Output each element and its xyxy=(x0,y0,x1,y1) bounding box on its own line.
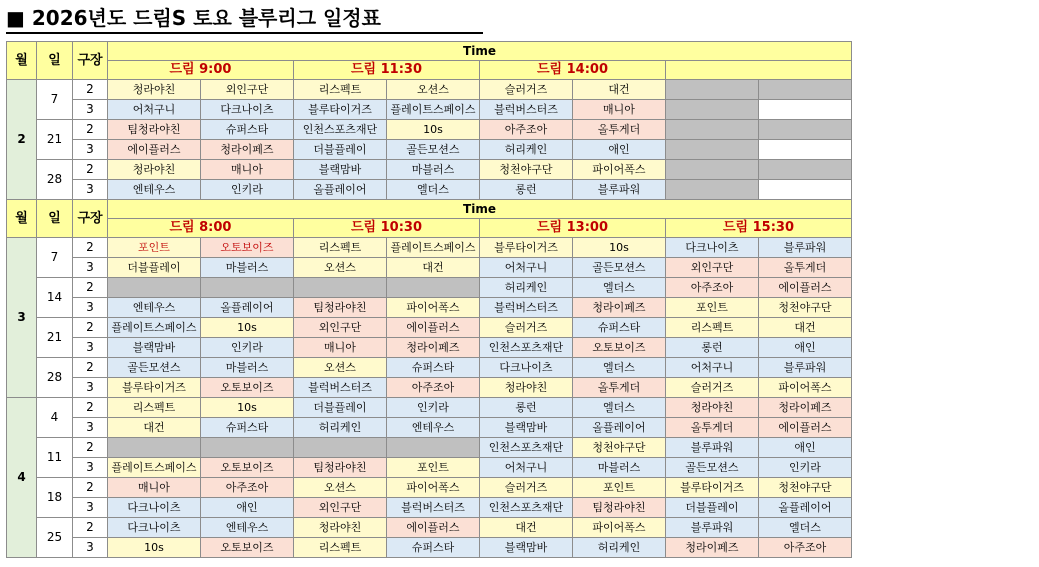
field-cell: 2 xyxy=(73,80,108,100)
team-cell: 외인구단 xyxy=(201,80,294,100)
team-cell: 블랙맘바 xyxy=(480,418,573,438)
team-cell: 슈퍼스타 xyxy=(387,538,480,558)
field-cell: 2 xyxy=(73,438,108,458)
team-cell: 에이플러스 xyxy=(387,518,480,538)
table-row xyxy=(7,338,852,358)
team-cell: 롱런 xyxy=(666,338,759,358)
team-cell: 엔테우스 xyxy=(201,518,294,538)
team-cell: 인키라 xyxy=(387,398,480,418)
team-cell: 오션스 xyxy=(294,258,387,278)
team-cell: 엔테우스 xyxy=(108,298,201,318)
empty-cell xyxy=(294,438,387,458)
month-cell: 2 xyxy=(7,80,37,200)
field-cell: 3 xyxy=(73,100,108,120)
team-cell: 청라이페즈 xyxy=(573,298,666,318)
team-cell: 청천야구단 xyxy=(759,298,852,318)
field-cell: 2 xyxy=(73,358,108,378)
team-cell: 마블러스 xyxy=(201,358,294,378)
field-cell: 3 xyxy=(73,418,108,438)
empty-cell xyxy=(759,80,852,100)
empty-cell xyxy=(759,180,852,200)
team-cell: 에이플러스 xyxy=(759,418,852,438)
header-row xyxy=(7,42,852,61)
team-cell: 매니아 xyxy=(201,160,294,180)
day-cell: 28 xyxy=(37,358,73,398)
table-row xyxy=(7,100,852,120)
team-cell: 오토보이즈 xyxy=(573,338,666,358)
team-cell: 마블러스 xyxy=(573,458,666,478)
time-slot-row xyxy=(7,61,852,80)
team-cell: 10s xyxy=(201,398,294,418)
team-cell: 애인 xyxy=(573,140,666,160)
table-row xyxy=(7,180,852,200)
empty-cell xyxy=(759,140,852,160)
team-cell: 마블러스 xyxy=(387,160,480,180)
team-cell: 청라야친 xyxy=(666,398,759,418)
team-cell: 아주조아 xyxy=(666,278,759,298)
team-cell: 포인트 xyxy=(573,478,666,498)
team-cell: 인키라 xyxy=(759,458,852,478)
field-cell: 2 xyxy=(73,318,108,338)
team-cell: 골든모션스 xyxy=(666,458,759,478)
team-cell: 슬러거즈 xyxy=(480,318,573,338)
team-cell: 팀청라야친 xyxy=(294,298,387,318)
team-cell: 블럭버스터즈 xyxy=(387,498,480,518)
month-cell: 4 xyxy=(7,398,37,558)
day-cell: 4 xyxy=(37,398,73,438)
team-cell: 오토보이즈 xyxy=(201,378,294,398)
team-cell: 엘더스 xyxy=(573,278,666,298)
team-cell: 오토보이즈 xyxy=(201,538,294,558)
team-cell: 허리케인 xyxy=(480,140,573,160)
time-slot-row xyxy=(7,219,852,238)
title-underline xyxy=(6,32,483,34)
team-cell: 매니아 xyxy=(294,338,387,358)
table-row xyxy=(7,238,852,258)
team-cell: 어처구니 xyxy=(480,458,573,478)
day-cell: 21 xyxy=(37,120,73,160)
empty-cell xyxy=(666,80,759,100)
time-header: Time xyxy=(108,200,852,219)
team-cell: 포인트 xyxy=(108,238,201,258)
team-cell: 청천야구단 xyxy=(480,160,573,180)
team-cell: 인천스포츠재단 xyxy=(294,120,387,140)
team-cell: 오션스 xyxy=(294,358,387,378)
time-slot-header: 드림 13:00 xyxy=(480,219,666,238)
team-cell: 아주조아 xyxy=(759,538,852,558)
team-cell: 마블러스 xyxy=(201,258,294,278)
team-cell: 외인구단 xyxy=(666,258,759,278)
field-cell: 2 xyxy=(73,478,108,498)
team-cell: 더블플레이 xyxy=(294,398,387,418)
team-cell: 청천야구단 xyxy=(759,478,852,498)
empty-cell xyxy=(759,100,852,120)
empty-cell xyxy=(387,278,480,298)
team-cell: 포인트 xyxy=(666,298,759,318)
header-row xyxy=(7,200,852,219)
team-cell: 올플레이어 xyxy=(294,180,387,200)
team-cell: 청라야친 xyxy=(294,518,387,538)
time-slot-header: 드림 14:00 xyxy=(480,61,666,80)
field-cell: 3 xyxy=(73,458,108,478)
team-cell: 청라야친 xyxy=(108,160,201,180)
time-slot-header: 드림 8:00 xyxy=(108,219,294,238)
team-cell: 슈퍼스타 xyxy=(201,120,294,140)
team-cell: 더블플레이 xyxy=(666,498,759,518)
time-slot-header: 드림 10:30 xyxy=(294,219,480,238)
team-cell: 블루파워 xyxy=(666,518,759,538)
table-row xyxy=(7,120,852,140)
team-cell: 슬러거즈 xyxy=(666,378,759,398)
table-row xyxy=(7,80,852,100)
field-header: 구장 xyxy=(73,200,108,238)
table-row xyxy=(7,160,852,180)
team-cell: 대건 xyxy=(480,518,573,538)
team-cell: 블루타이거즈 xyxy=(480,238,573,258)
table-row xyxy=(7,398,852,418)
team-cell: 블루파워 xyxy=(759,358,852,378)
team-cell: 골든모션스 xyxy=(108,358,201,378)
team-cell: 애인 xyxy=(759,338,852,358)
team-cell: 다크나이츠 xyxy=(480,358,573,378)
team-cell: 아주조아 xyxy=(201,478,294,498)
team-cell: 블럭버스터즈 xyxy=(480,100,573,120)
empty-cell xyxy=(666,140,759,160)
field-cell: 3 xyxy=(73,298,108,318)
team-cell: 올플레이어 xyxy=(759,498,852,518)
team-cell: 매니아 xyxy=(108,478,201,498)
team-cell: 대건 xyxy=(387,258,480,278)
team-cell: 오션스 xyxy=(294,478,387,498)
team-cell: 어처구니 xyxy=(108,100,201,120)
team-cell: 블럭버스터즈 xyxy=(294,378,387,398)
team-cell: 블루타이거즈 xyxy=(666,478,759,498)
team-cell: 리스펙트 xyxy=(294,238,387,258)
team-cell: 애인 xyxy=(759,438,852,458)
team-cell: 올투게더 xyxy=(666,418,759,438)
team-cell: 에이플러스 xyxy=(759,278,852,298)
team-cell: 허리케인 xyxy=(480,278,573,298)
team-cell: 파이어폭스 xyxy=(387,478,480,498)
team-cell: 엘더스 xyxy=(759,518,852,538)
team-cell: 에이플러스 xyxy=(108,140,201,160)
team-cell: 청라이페즈 xyxy=(666,538,759,558)
team-cell: 대건 xyxy=(573,80,666,100)
team-cell: 블루파워 xyxy=(759,238,852,258)
team-cell: 블루타이거즈 xyxy=(108,378,201,398)
day-cell: 14 xyxy=(37,278,73,318)
team-cell: 블루타이거즈 xyxy=(294,100,387,120)
team-cell: 리스펙트 xyxy=(108,398,201,418)
table-row xyxy=(7,478,852,498)
team-cell: 엘더스 xyxy=(573,358,666,378)
field-cell: 2 xyxy=(73,278,108,298)
team-cell: 오션스 xyxy=(387,80,480,100)
team-cell: 올투게더 xyxy=(573,378,666,398)
table-row xyxy=(7,438,852,458)
team-cell: 청라이페즈 xyxy=(387,338,480,358)
field-cell: 2 xyxy=(73,160,108,180)
month-cell: 3 xyxy=(7,238,37,398)
team-cell: 청천야구단 xyxy=(573,438,666,458)
team-cell: 외인구단 xyxy=(294,498,387,518)
field-header: 구장 xyxy=(73,42,108,80)
team-cell: 청라이페즈 xyxy=(201,140,294,160)
month-header: 월 xyxy=(7,200,37,238)
time-slot-header xyxy=(666,61,852,80)
team-cell: 팀청라야친 xyxy=(294,458,387,478)
team-cell: 대건 xyxy=(759,318,852,338)
day-cell: 21 xyxy=(37,318,73,358)
team-cell: 올투게더 xyxy=(759,258,852,278)
team-cell: 플레이트스페이스 xyxy=(387,238,480,258)
team-cell: 블럭버스터즈 xyxy=(480,298,573,318)
team-cell: 매니아 xyxy=(573,100,666,120)
team-cell: 팀청라야친 xyxy=(108,120,201,140)
team-cell: 엔테우스 xyxy=(108,180,201,200)
table-row xyxy=(7,140,852,160)
empty-cell xyxy=(759,160,852,180)
empty-cell xyxy=(666,160,759,180)
team-cell: 10s xyxy=(108,538,201,558)
team-cell: 리스펙트 xyxy=(294,538,387,558)
team-cell: 오토보이즈 xyxy=(201,238,294,258)
team-cell: 파이어폭스 xyxy=(573,518,666,538)
team-cell: 다크나이츠 xyxy=(201,100,294,120)
empty-cell xyxy=(201,438,294,458)
table-row xyxy=(7,518,852,538)
team-cell: 엘더스 xyxy=(387,180,480,200)
empty-cell xyxy=(387,438,480,458)
team-cell: 인천스포츠재단 xyxy=(480,338,573,358)
day-header: 일 xyxy=(37,200,73,238)
day-cell: 7 xyxy=(37,238,73,278)
time-slot-header: 드림 9:00 xyxy=(108,61,294,80)
team-cell: 롱런 xyxy=(480,398,573,418)
team-cell: 골든모션스 xyxy=(387,140,480,160)
day-cell: 7 xyxy=(37,80,73,120)
team-cell: 10s xyxy=(387,120,480,140)
time-slot-header: 드림 11:30 xyxy=(294,61,480,80)
field-cell: 3 xyxy=(73,498,108,518)
team-cell: 엔테우스 xyxy=(387,418,480,438)
team-cell: 에이플러스 xyxy=(387,318,480,338)
day-cell: 25 xyxy=(37,518,73,558)
team-cell: 블랙맘바 xyxy=(480,538,573,558)
team-cell: 더블플레이 xyxy=(294,140,387,160)
team-cell: 청라이페즈 xyxy=(759,398,852,418)
team-cell: 블랙맘바 xyxy=(108,338,201,358)
table-row xyxy=(7,498,852,518)
team-cell: 슈퍼스타 xyxy=(573,318,666,338)
team-cell: 올플레이어 xyxy=(201,298,294,318)
team-cell: 10s xyxy=(573,238,666,258)
field-cell: 2 xyxy=(73,398,108,418)
team-cell: 대건 xyxy=(108,418,201,438)
team-cell: 슬러거즈 xyxy=(480,478,573,498)
team-cell: 더블플레이 xyxy=(108,258,201,278)
field-cell: 3 xyxy=(73,378,108,398)
team-cell: 블루파워 xyxy=(666,438,759,458)
time-slot-header: 드림 15:30 xyxy=(666,219,852,238)
team-cell: 파이어폭스 xyxy=(759,378,852,398)
team-cell: 리스펙트 xyxy=(666,318,759,338)
team-cell: 엘더스 xyxy=(573,398,666,418)
team-cell: 어처구니 xyxy=(480,258,573,278)
table-row xyxy=(7,418,852,438)
team-cell: 파이어폭스 xyxy=(573,160,666,180)
team-cell: 외인구단 xyxy=(294,318,387,338)
table-row xyxy=(7,378,852,398)
team-cell: 롱런 xyxy=(480,180,573,200)
team-cell: 인키라 xyxy=(201,338,294,358)
month-header: 월 xyxy=(7,42,37,80)
empty-cell xyxy=(108,438,201,458)
team-cell: 인천스포츠재단 xyxy=(480,438,573,458)
team-cell: 플레이트스페이스 xyxy=(387,100,480,120)
team-cell: 청라야친 xyxy=(108,80,201,100)
field-cell: 3 xyxy=(73,258,108,278)
empty-cell xyxy=(108,278,201,298)
time-header: Time xyxy=(108,42,852,61)
day-header: 일 xyxy=(37,42,73,80)
field-cell: 3 xyxy=(73,180,108,200)
team-cell: 아주조아 xyxy=(387,378,480,398)
team-cell: 플레이트스페이스 xyxy=(108,458,201,478)
team-cell: 블루파워 xyxy=(573,180,666,200)
table-row xyxy=(7,318,852,338)
team-cell: 골든모션스 xyxy=(573,258,666,278)
team-cell: 오토보이즈 xyxy=(201,458,294,478)
team-cell: 인키라 xyxy=(201,180,294,200)
team-cell: 10s xyxy=(201,318,294,338)
table-row xyxy=(7,538,852,558)
day-cell: 18 xyxy=(37,478,73,518)
empty-cell xyxy=(294,278,387,298)
team-cell: 파이어폭스 xyxy=(387,298,480,318)
table-row xyxy=(7,258,852,278)
team-cell: 애인 xyxy=(201,498,294,518)
team-cell: 올플레이어 xyxy=(573,418,666,438)
empty-cell xyxy=(666,100,759,120)
team-cell: 다크나이츠 xyxy=(108,498,201,518)
team-cell: 인천스포츠재단 xyxy=(480,498,573,518)
field-cell: 3 xyxy=(73,338,108,358)
day-cell: 11 xyxy=(37,438,73,478)
team-cell: 어처구니 xyxy=(666,358,759,378)
table-row xyxy=(7,358,852,378)
team-cell: 블랙맘바 xyxy=(294,160,387,180)
table-row xyxy=(7,278,852,298)
table-row xyxy=(7,298,852,318)
team-cell: 허리케인 xyxy=(573,538,666,558)
field-cell: 2 xyxy=(73,238,108,258)
empty-cell xyxy=(666,120,759,140)
empty-cell xyxy=(666,180,759,200)
team-cell: 슈퍼스타 xyxy=(201,418,294,438)
field-cell: 2 xyxy=(73,120,108,140)
team-cell: 플레이트스페이스 xyxy=(108,318,201,338)
team-cell: 다크나이츠 xyxy=(666,238,759,258)
team-cell: 다크나이츠 xyxy=(108,518,201,538)
field-cell: 2 xyxy=(73,518,108,538)
day-cell: 28 xyxy=(37,160,73,200)
empty-cell xyxy=(759,120,852,140)
schedule-table xyxy=(6,41,852,558)
team-cell: 팀청라야친 xyxy=(573,498,666,518)
page-title: ■ 2026년도 드림S 토요 블루리그 일정표 xyxy=(6,6,381,30)
team-cell: 올투게더 xyxy=(573,120,666,140)
team-cell: 리스펙트 xyxy=(294,80,387,100)
team-cell: 아주조아 xyxy=(480,120,573,140)
empty-cell xyxy=(201,278,294,298)
table-row xyxy=(7,458,852,478)
team-cell: 포인트 xyxy=(387,458,480,478)
field-cell: 3 xyxy=(73,538,108,558)
team-cell: 슬러거즈 xyxy=(480,80,573,100)
team-cell: 청라야친 xyxy=(480,378,573,398)
field-cell: 3 xyxy=(73,140,108,160)
team-cell: 슈퍼스타 xyxy=(387,358,480,378)
team-cell: 허리케인 xyxy=(294,418,387,438)
